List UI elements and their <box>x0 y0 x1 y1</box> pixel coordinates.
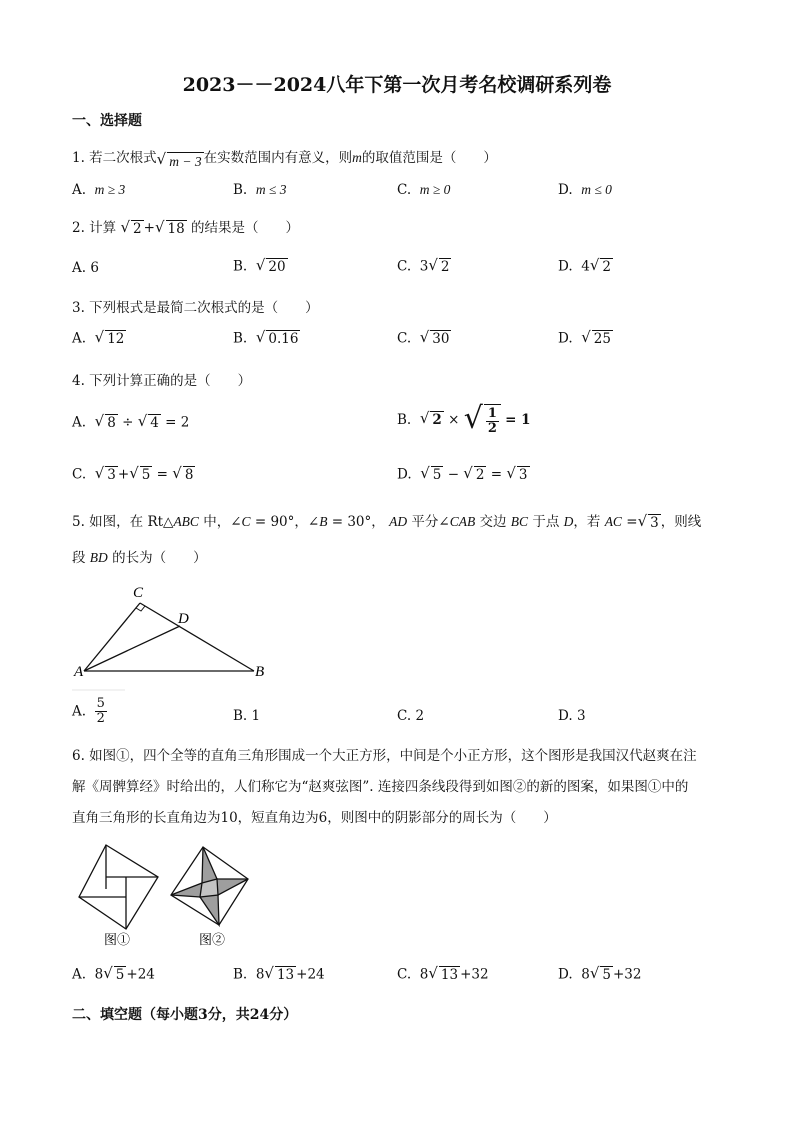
q5-option-d[interactable]: D. 3 <box>558 708 586 724</box>
question-6-line-3: 直角三角形的长直角边为10，短直角边为6，则图中的阴影部分的周长为（ ） <box>72 810 557 826</box>
q2-radical-a: √ 2 <box>120 217 142 237</box>
question-4: 4. 下列计算正确的是（ ） <box>72 373 252 389</box>
question-6-line-1: 6. 如图①，四个全等的直角三角形围成一个大正方形，中间是个小正方形，这个图形是我国汉代赵爽在注 <box>72 748 697 764</box>
q3-option-b[interactable]: B. √ 0.16 <box>233 328 299 347</box>
fig2-label: 图② <box>199 932 226 947</box>
section-heading-fill-in: 二、填空题（每小题3分，共24分） <box>72 1007 298 1023</box>
question-2: 2. 计算 √ 2 + √ 18 的结果是（ ） <box>72 217 299 237</box>
question-3: 3. 下列根式是最简二次根式的是（ ） <box>72 300 319 316</box>
label-c: C <box>133 585 144 601</box>
q1-radical: √ m − 3 <box>156 150 202 169</box>
q6-option-a[interactable]: A. 8 √ 5 +24 <box>72 964 155 983</box>
question-6-line-2: 解《周髀算经》时给出的，人们称它为“赵爽弦图”. 连接四条线段得到如图②的新的图案，如果图①中的 <box>72 779 689 795</box>
q5-option-b[interactable]: B. 1 <box>233 708 261 724</box>
q3-option-d[interactable]: D. √ 25 <box>558 328 611 347</box>
q5-triangle-figure <box>70 578 280 693</box>
fig1-label: 图① <box>104 932 131 947</box>
q2-option-c[interactable]: C. 3 √ 2 <box>397 256 450 275</box>
question-5-line-1: 5. 如图，在 Rt△ABC 中，∠C = 90°，∠B = 30°， AD 平分∠CAB 交边 BC 于点 D，若 AC = √ 3 ，则线 <box>72 511 702 531</box>
label-b: B <box>255 664 265 680</box>
q4-option-a[interactable]: A. √ 8 ÷ √ 4 = 2 <box>72 412 190 431</box>
q6-option-b[interactable]: B. 8 √ 13 +24 <box>233 964 325 983</box>
figure-2-star <box>171 847 248 925</box>
q2-radical-b: √ 18 <box>154 217 185 237</box>
q1-stem-tail: 的取值范围是（ ） <box>361 150 497 166</box>
q1-option-c[interactable]: C. m ≥ 0 <box>397 182 451 198</box>
question-1 <box>72 146 497 170</box>
label-d: D <box>178 611 189 627</box>
q5-option-c[interactable]: C. 2 <box>397 708 425 724</box>
q1-option-b[interactable]: B. m ≤ 3 <box>233 182 287 198</box>
q3-option-a[interactable]: A. √ 12 <box>72 328 125 347</box>
bisector-ad <box>84 626 180 671</box>
figure-1-zhao-shuang <box>79 845 158 929</box>
q4-option-b[interactable]: B. √ 2 × √ $\frac{1}{2}$ = 1 <box>397 401 531 436</box>
side-ac <box>84 603 140 671</box>
q3-option-c[interactable]: C. √ 30 <box>397 328 450 347</box>
q6-figures <box>76 842 256 950</box>
q1-option-a[interactable]: A. m ≥ 3 <box>72 182 126 198</box>
page-title: 2023－－2024八年下第一次月考名校调研系列卷 <box>182 74 612 96</box>
q1-option-d[interactable]: D. m ≤ 0 <box>558 182 612 198</box>
q6-option-c[interactable]: C. 8 √ 13 +32 <box>397 964 489 983</box>
q1-stem-post: 在实数范围内有意义，则 <box>203 150 353 166</box>
q2-stem-post: 的结果是（ ） <box>190 220 299 236</box>
fig1-outer-square <box>79 845 158 929</box>
q2-option-b[interactable]: B. √ 20 <box>233 256 286 275</box>
q2-option-a[interactable]: A. 6 <box>72 260 99 276</box>
q5-option-a[interactable]: A. $\frac{5}{2}$ <box>72 696 105 726</box>
q1-stem-pre: 1. 若二次根式 <box>72 150 157 166</box>
label-a: A <box>74 664 84 680</box>
section-heading-choice: 一、选择题 <box>72 113 142 129</box>
question-5-line-2: 段 BD 的长为（ ） <box>72 550 207 566</box>
q6-option-d[interactable]: D. 8 √ 5 +32 <box>558 964 642 983</box>
q4-option-d[interactable]: D. √ 5 − √ 2 = √ 3 <box>397 464 528 483</box>
q2-stem-pre: 2. 计算 <box>72 220 117 236</box>
q1-var: m <box>352 150 362 165</box>
q4-option-c[interactable]: C. √ 3 + √ 5 = √ 8 <box>72 464 194 483</box>
q2-option-d[interactable]: D. 4 √ 2 <box>558 256 611 275</box>
